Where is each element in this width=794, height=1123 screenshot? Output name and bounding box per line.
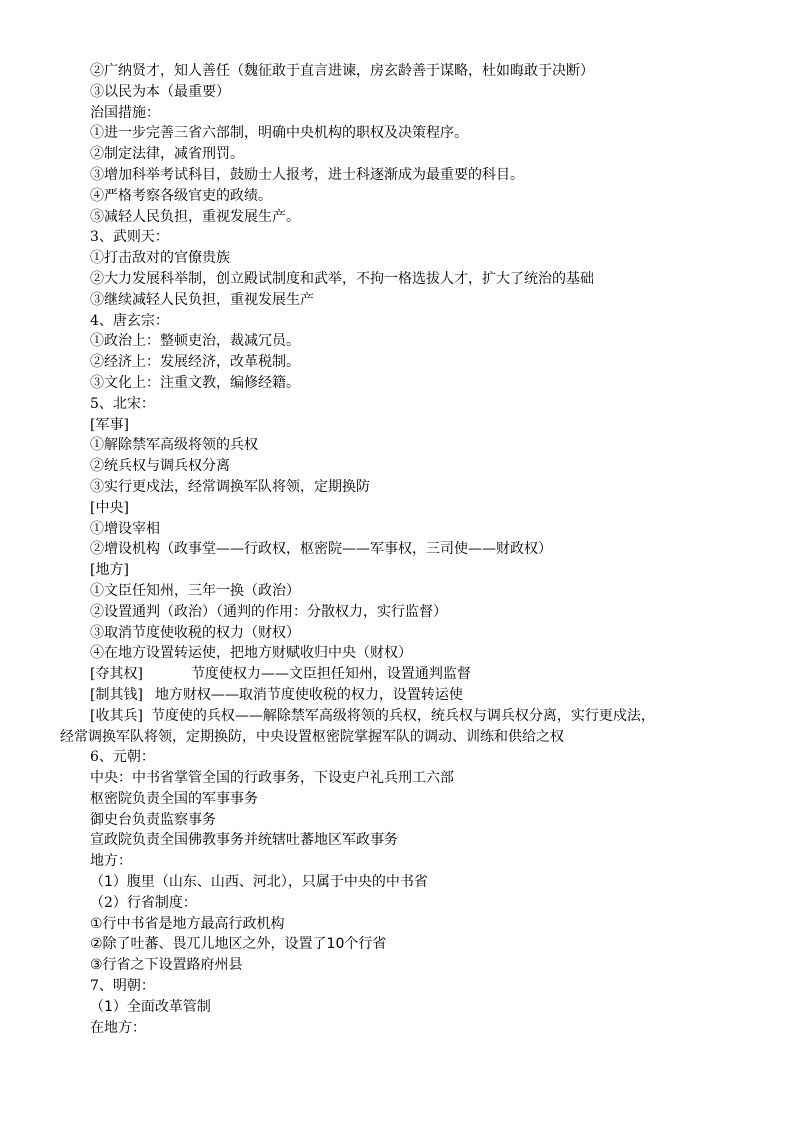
text-line: ③继续减轻人民负担，重视发展生产: [90, 291, 314, 308]
text-line: ①打击敌对的官僚贵族: [90, 250, 230, 267]
section-heading: 6、元朝：: [90, 749, 155, 766]
text-line: ③行省之下设置路府州县: [90, 957, 243, 974]
document-body: [60, 61, 760, 1038]
text-line: 在地方：: [90, 1019, 146, 1036]
text-line: 御史台负责监察事务: [90, 811, 216, 828]
text-line: ①文臣任知州，三年一换（政治）: [90, 582, 300, 599]
summary-tag: [夺其权]: [90, 666, 143, 683]
text-line: （2）行省制度：: [90, 894, 197, 911]
text-line: ③以民为本（最重要）: [90, 83, 230, 100]
summary-text: 地方财权——取消节度使收税的权力，设置转运使: [154, 686, 463, 703]
text-line: ⑤减轻人民负担，重视发展生产。: [90, 208, 300, 225]
summary-row: [60, 685, 760, 706]
summary-tag: [收其兵]: [90, 707, 143, 724]
section-heading: 3、武则天：: [90, 229, 169, 246]
text-line: ③取消节度使收税的权力（财权）: [90, 624, 300, 641]
section-heading: 4、唐玄宗：: [90, 312, 169, 329]
text-line: ②大力发展科举制，创立殿试制度和武举，不拘一格选拔人才，扩大了统治的基础: [90, 270, 594, 287]
text-line: ①行中书省是地方最高行政机构: [90, 915, 285, 932]
subsection-tag: [地方]: [90, 562, 129, 579]
text-line: ①增设宰相: [90, 520, 160, 537]
summary-continuation: 经常调换军队将领，定期换防，中央设置枢密院掌握军队的调动、训练和供给之权: [60, 728, 564, 745]
summary-text: 节度使的兵权——解除禁军高级将领的兵权，统兵权与调兵权分离，实行更戍法，: [150, 707, 655, 724]
section-heading: 治国措施：: [90, 104, 160, 121]
section-heading: 5、北宋：: [90, 395, 155, 412]
text-line: ③增加科举考试科目，鼓励士人报考，进士科逐渐成为最重要的科目。: [90, 166, 524, 183]
subsection-tag: [军事]: [90, 416, 129, 433]
section-heading: 7、明朝：: [90, 978, 155, 995]
text-line: （1）腹里（山东、山西、河北），只属于中央的中书省: [90, 874, 428, 891]
text-line: ③实行更戍法，经常调换军队将领，定期换防: [90, 478, 370, 495]
text-line: ②广纳贤才，知人善任（魏征敢于直言进谏，房玄龄善于谋略，杜如晦敢于决断）: [90, 63, 594, 79]
text-line: ②制定法律，减省刑罚。: [90, 146, 244, 163]
text-line: ②增设机构（政事堂——行政权，枢密院——军事权，三司使——财政权）: [90, 541, 552, 558]
text-line: 地方：: [90, 853, 132, 870]
text-line: 枢密院负责全国的军事事务: [90, 790, 258, 807]
summary-tag: [制其钱]: [90, 686, 143, 703]
summary-text: 节度使权力——文臣担任知州，设置通判监督: [190, 666, 471, 683]
text-line: ①进一步完善三省六部制，明确中央机构的职权及决策程序。: [90, 125, 468, 142]
text-line: 宣政院负责全国佛教事务并统辖吐蕃地区军政事务: [90, 832, 398, 849]
text-line: ②统兵权与调兵权分离: [90, 458, 230, 475]
text-line: ④严格考察各级官吏的政绩。: [90, 187, 272, 204]
summary-row: [60, 706, 760, 727]
text-line: （1）全面改革管制: [90, 998, 211, 1015]
subsection-tag: [中央]: [90, 499, 129, 516]
text-line: ①解除禁军高级将领的兵权: [90, 437, 258, 454]
text-line: ①政治上：整顿吏治，裁减冗员。: [90, 333, 300, 350]
text-line: 中央：中书省掌管全国的行政事务，下设吏户礼兵刑工六部: [90, 770, 454, 787]
text-line: ②经济上：发展经济，改革税制。: [90, 354, 300, 371]
summary-row: [60, 664, 760, 685]
text-line: ②设置通判（政治）（通判的作用：分散权力，实行监督）: [90, 603, 447, 620]
text-line: ②除了吐蕃、畏兀儿地区之外，设置了10个行省: [90, 936, 387, 953]
text-line: ④在地方设置转运使，把地方财赋收归中央（财权）: [90, 645, 412, 662]
text-line: ③文化上：注重文教，编修经籍。: [90, 374, 300, 391]
